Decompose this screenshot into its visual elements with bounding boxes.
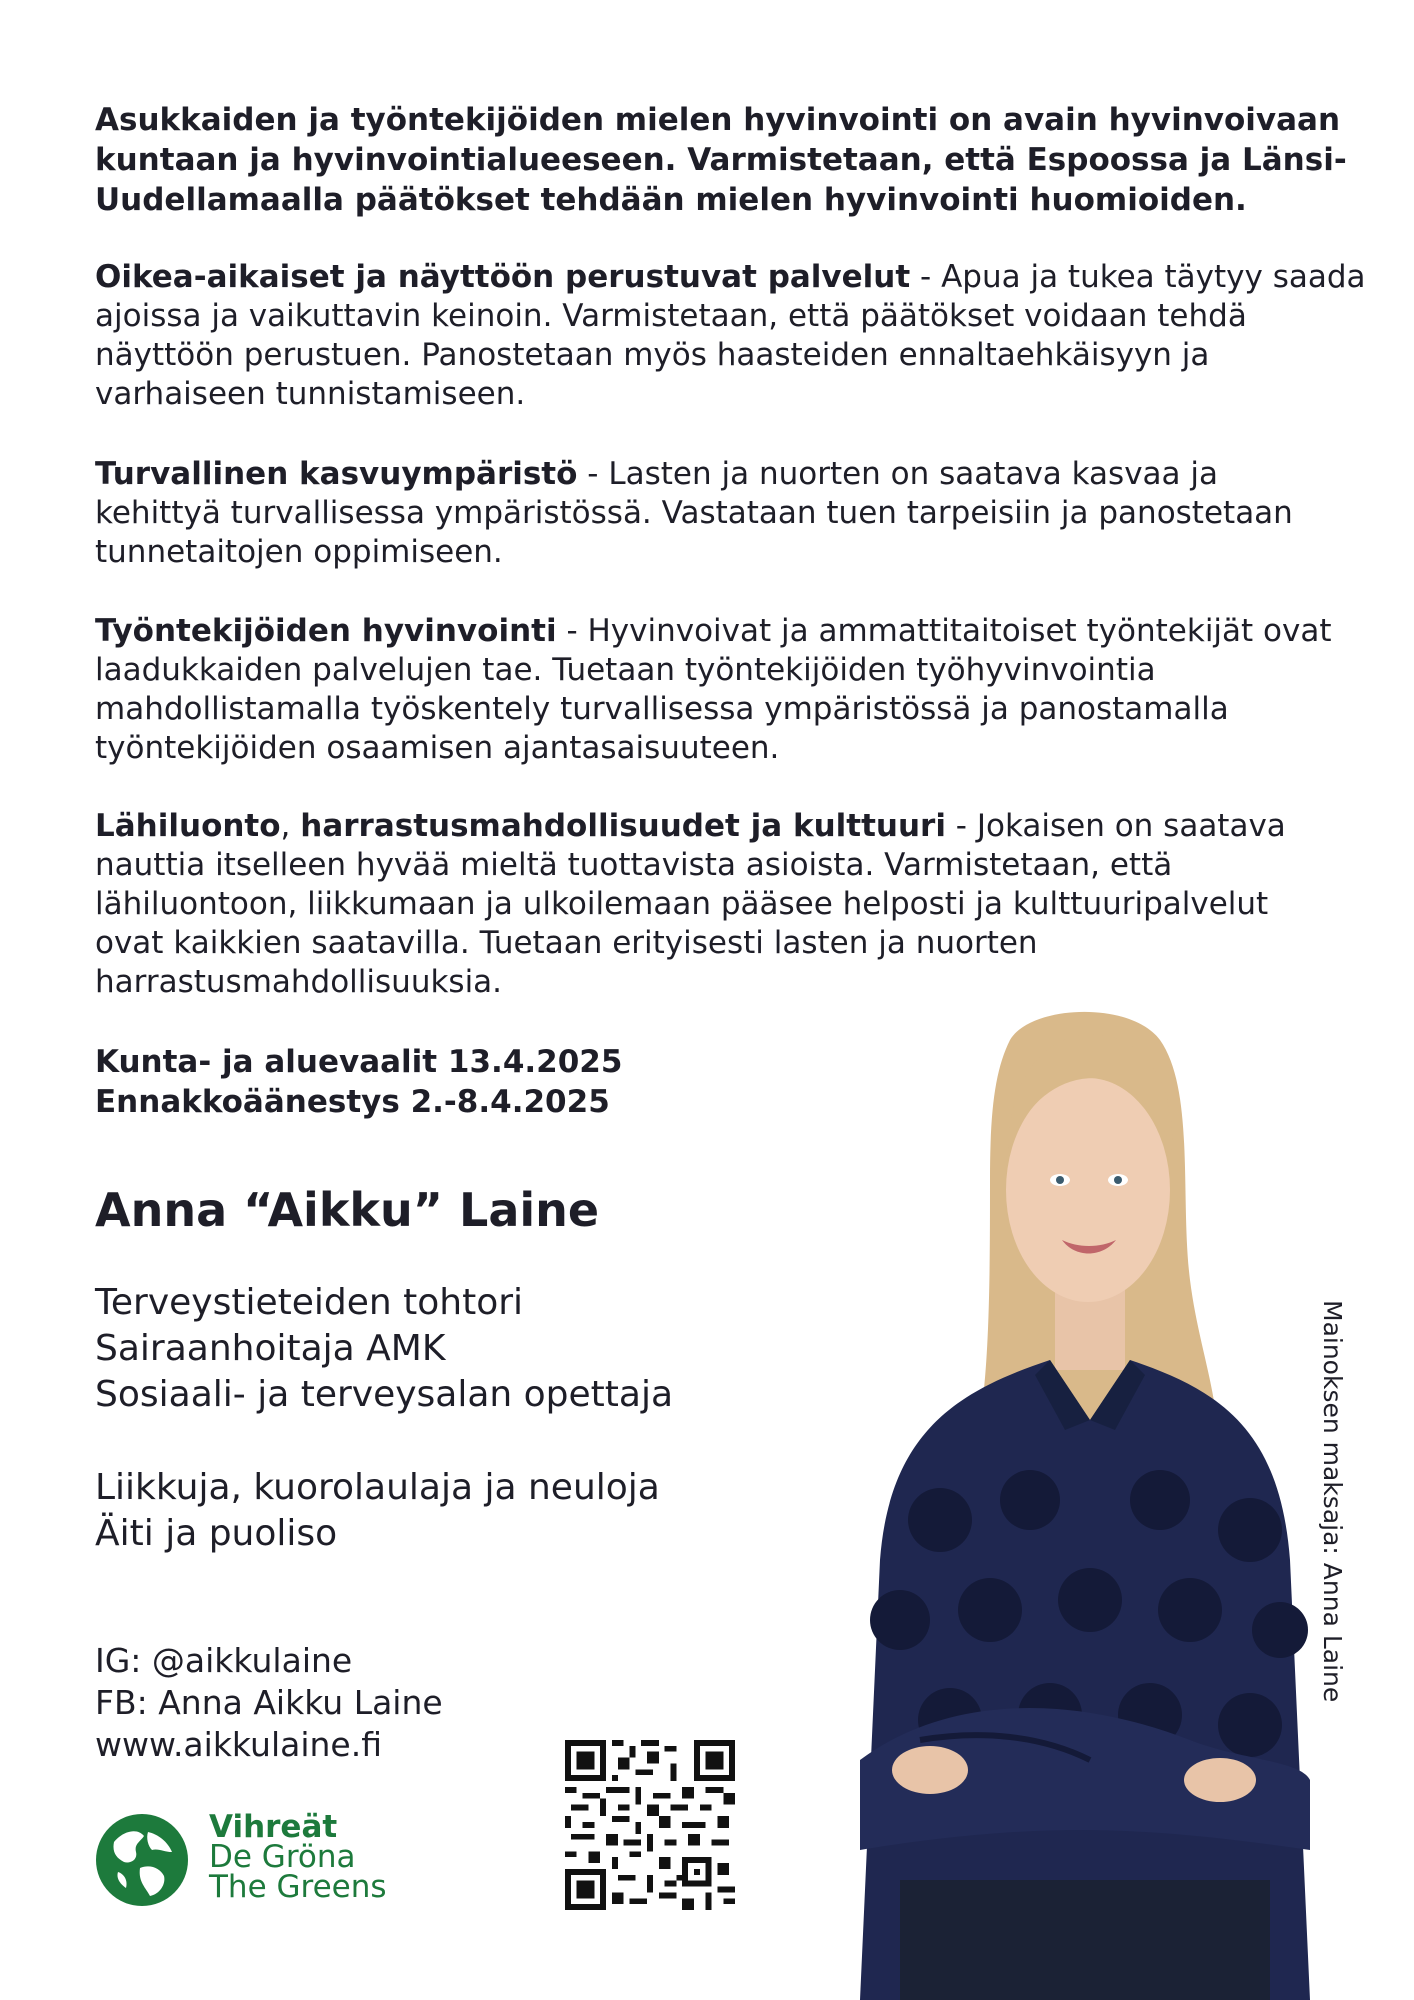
section-text: nauttia itselleen hyvää mieltä tuottavista asioista. Varmistetaan, että: [95, 847, 1173, 883]
section-text: varhaiseen tunnistamiseen.: [95, 376, 526, 412]
intro-line: kuntaan ja hyvinvointialueeseen. Varmistetaan, että Espoossa ja Länsi-: [95, 142, 1347, 178]
section-heading: Turvallinen kasvuympäristö: [95, 456, 578, 492]
intro-line: Asukkaiden ja työntekijöiden mielen hyvinvointi on avain hyvinvoivaan: [95, 102, 1341, 138]
intro-line: Uudellamaalla päätökset tehdään mielen hyvinvointi huomioiden.: [95, 182, 1247, 218]
section-safe-environment: [95, 455, 1335, 572]
section-nature-culture: Lähiluonto, harrastusmahdollisuudet ja kulttuuri - Jokaisen on saatava nauttia itselleen hyvää mieltä tuottavista asioista. Varmistetaan, että lähiluontoon, liikkumaan ja ulkoilemaan pääsee helposti ja kulttuuripalvelut ovat kaikkien saatavilla. Tuetaan erityisesti lasten ja nuorten harrastusmahdollisuuksia.: [95, 807, 1335, 1002]
title-item: Sairaanhoitaja AMK: [95, 1328, 446, 1369]
title-item: Terveystieteiden tohtori: [95, 1282, 524, 1323]
candidate-hobbies: [95, 1465, 855, 1557]
candidate-titles: [95, 1280, 855, 1418]
candidate-name: Anna “Aikku” Laine: [95, 1183, 600, 1237]
section-text: mahdollistamalla työskentely turvallisessa ympäristössä ja panostamalla: [95, 691, 1229, 727]
ad-payer-note: Mainoksen maksaja: Anna Laine: [1318, 1300, 1347, 1703]
section-text: työntekijöiden osaamisen ajantasaisuuteen.: [95, 730, 780, 766]
section-employee-wellbeing: [95, 612, 1335, 768]
globe-leaf-icon: [94, 1812, 190, 1908]
election-date: Kunta- ja aluevaalit 13.4.2025: [95, 1044, 623, 1080]
section-text: kehittyä turvallisessa ympäristössä. Vastataan tuen tarpeisiin ja panostetaan: [95, 495, 1293, 531]
title-item: Sosiaali- ja terveysalan opettaja: [95, 1374, 674, 1415]
party-logo: [94, 1809, 444, 1912]
candidate-contact: [95, 1640, 595, 1766]
section-heading: Oikea-aikaiset ja näyttöön perustuvat palvelut: [95, 259, 911, 295]
candidate-photo: [860, 1000, 1310, 2000]
instagram-handle: IG: @aikkulaine: [95, 1641, 353, 1680]
logo-text-vihreat: Vihreät: [209, 1809, 338, 1845]
logo-text-the-greens: The Greens: [209, 1869, 387, 1905]
intro-paragraph: [95, 100, 1347, 220]
facebook-name: FB: Anna Aikku Laine: [95, 1683, 443, 1722]
section-text: tunnetaitojen oppimiseen.: [95, 534, 503, 570]
section-text: ovat kaikkien saatavilla. Tuetaan erityisesti lasten ja nuorten: [95, 925, 1038, 961]
section-heading: harrastusmahdollisuudet ja kulttuuri: [300, 808, 946, 844]
section-text: - Jokaisen on saatava: [945, 808, 1286, 844]
hobby-item: Liikkuja, kuorolaulaja ja neuloja: [95, 1467, 660, 1508]
hobby-item: Äiti ja puoliso: [95, 1513, 338, 1554]
section-text: - Lasten ja nuorten on saatava kasvaa ja: [577, 456, 1218, 492]
website-link[interactable]: www.aikkulaine.fi: [95, 1725, 382, 1764]
logo-text-de-grona: De Gröna: [209, 1839, 356, 1875]
section-text: laadukkaiden palvelujen tae. Tuetaan työntekijöiden työhyvinvointia: [95, 652, 1156, 688]
advance-voting-date: Ennakkoäänestys 2.-8.4.2025: [95, 1084, 610, 1120]
section-services: [95, 258, 1366, 414]
section-heading: Lähiluonto: [95, 808, 281, 844]
section-text: - Apua ja tukea täytyy saada: [910, 259, 1366, 295]
section-text: lähiluontoon, liikkumaan ja ulkoilemaan pääsee helposti ja kulttuuripalvelut: [95, 886, 1269, 922]
section-heading: Työntekijöiden hyvinvointi: [95, 613, 557, 649]
qr-code-icon[interactable]: [565, 1740, 735, 1910]
section-text: - Hyvinvoivat ja ammattitaitoiset työntekijät ovat: [556, 613, 1332, 649]
section-text: näyttöön perustuen. Panostetaan myös haasteiden ennaltaehkäisyyn ja: [95, 337, 1210, 373]
section-text: ajoissa ja vaikuttavin keinoin. Varmistetaan, että päätökset voidaan tehdä: [95, 298, 1247, 334]
section-text: harrastusmahdollisuuksia.: [95, 964, 503, 1000]
